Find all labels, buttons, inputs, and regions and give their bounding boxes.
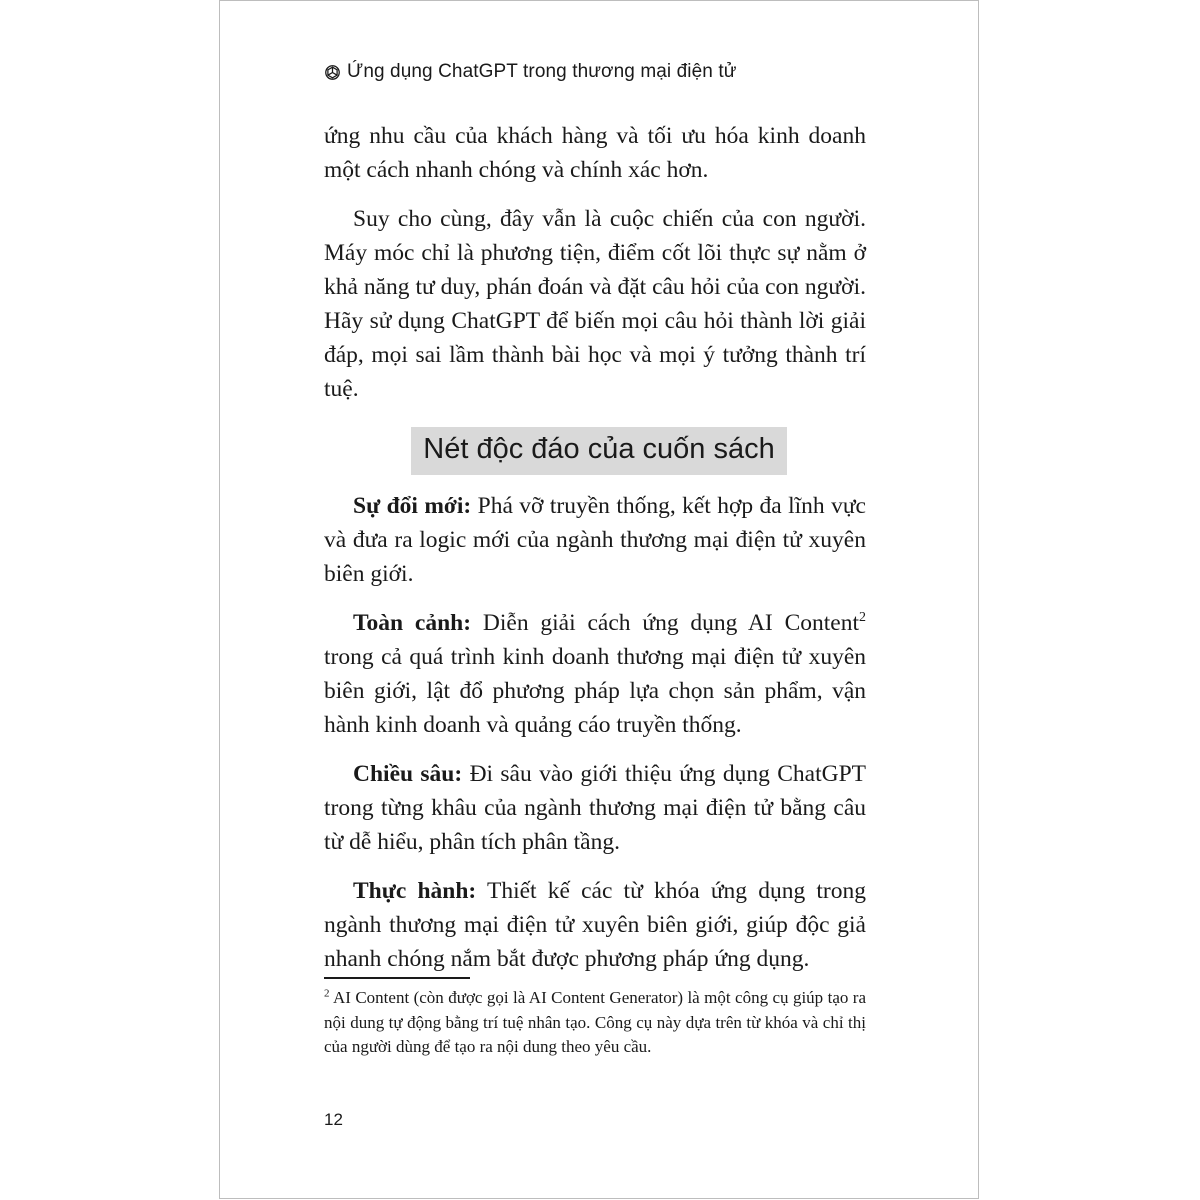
footnote-marker: 2: [324, 987, 330, 1000]
footnote-divider: [324, 977, 470, 979]
footnote-text: AI Content (còn được gọi là AI Content Generator) là một công cụ giúp tạo ra nội dung tự động bằng trí tuệ nhân tạo. Công cụ này dựa trên từ khóa và chỉ thị của người dùng để tạo ra nội dung theo yêu cầu.: [324, 988, 866, 1056]
feature-item: [324, 606, 866, 742]
footnote: [324, 986, 866, 1060]
book-page: [219, 0, 979, 1199]
intro-block: [324, 119, 866, 406]
running-header-title: Ứng dụng ChatGPT trong thương mại điện tử: [347, 61, 737, 82]
feature-item: [324, 489, 866, 591]
feature-term: Sự đổi mới:: [353, 493, 472, 519]
conclusion-paragraph: Suy cho cùng, đây vẫn là cuộc chiến của con người. Máy móc chỉ là phương tiện, điểm cốt lõi thực sự nằm ở khả năng tư duy, phán đoán và đặt câu hỏi của con người. Hãy sử dụng ChatGPT để biến mọi câu hỏi thành lời giải đáp, mọi sai lầm thành bài học và mọi ý tưởng thành trí tuệ.: [324, 206, 866, 402]
feature-text: Diễn giải cách ứng dụng AI Content: [471, 610, 859, 636]
section-heading: Nét độc đáo của cuốn sách: [411, 427, 786, 475]
openai-logo-icon: [324, 64, 341, 81]
feature-item: [324, 874, 866, 976]
footnote-reference[interactable]: 2: [858, 610, 866, 626]
feature-text-continued: trong cả quá trình kinh doanh thương mại điện tử xuyên biên giới, lật đổ phương pháp lựa chọn sản phẩm, vận hành kinh doanh và quảng cáo truyền thống.: [324, 644, 866, 738]
page-number: 12: [324, 1110, 343, 1129]
feature-term: Chiều sâu:: [353, 761, 463, 787]
continuation-paragraph: ứng nhu cầu của khách hàng và tối ưu hóa kinh doanh một cách nhanh chóng và chính xác hơn.: [324, 123, 866, 183]
feature-term: Toàn cảnh:: [353, 610, 472, 636]
section-heading-wrap: [220, 427, 978, 475]
feature-list: [324, 489, 866, 976]
feature-item: [324, 757, 866, 859]
running-header: [324, 61, 737, 83]
feature-text: Phá vỡ truyền thống, kết hợp đa lĩnh vực và đưa ra logic mới của ngành thương mại điện tử xuyên biên giới.: [324, 493, 866, 587]
feature-term: Thực hành:: [353, 878, 477, 904]
feature-text: Đi sâu vào giới thiệu ứng dụng ChatGPT trong từng khâu của ngành thương mại điện tử bằng câu từ dễ hiểu, phân tích phân tầng.: [324, 761, 866, 855]
feature-text: Thiết kế các từ khóa ứng dụng trong ngành thương mại điện tử xuyên biên giới, giúp độc giả nhanh chóng nắm bắt được phương pháp ứng dụng.: [324, 878, 866, 972]
